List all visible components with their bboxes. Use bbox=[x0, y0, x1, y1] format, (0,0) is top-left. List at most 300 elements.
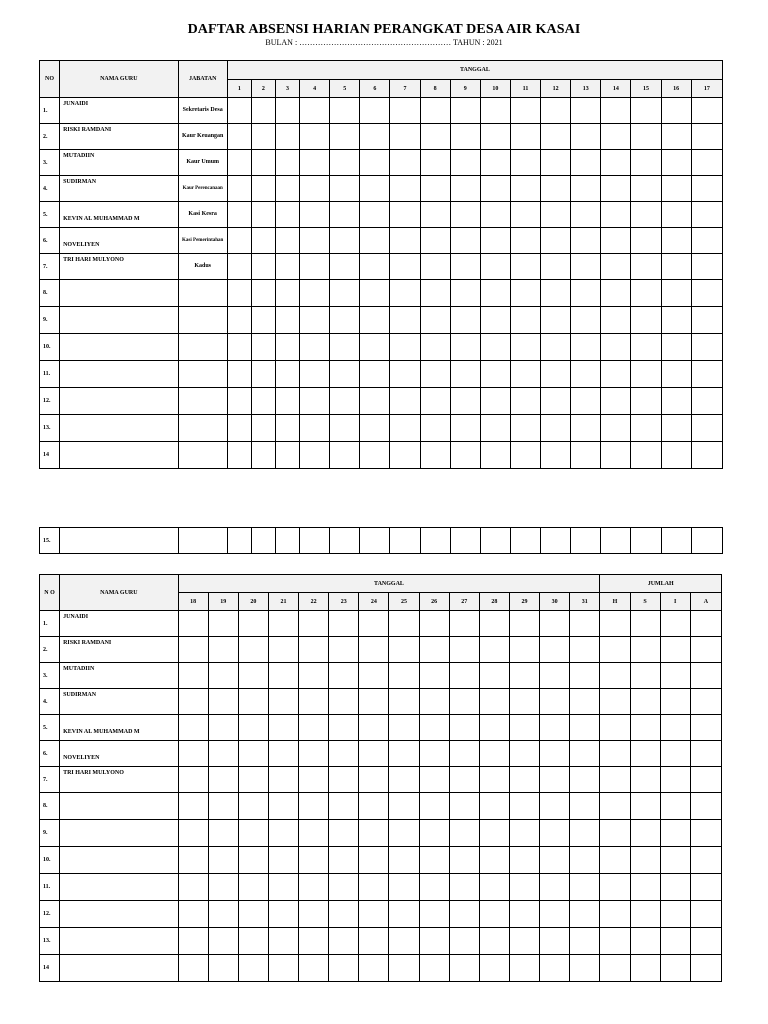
attendance-cell[interactable] bbox=[571, 361, 601, 388]
total-cell[interactable] bbox=[660, 928, 690, 955]
attendance-cell[interactable] bbox=[238, 901, 268, 928]
attendance-cell[interactable] bbox=[360, 98, 390, 124]
attendance-cell[interactable] bbox=[390, 442, 420, 469]
attendance-cell[interactable] bbox=[450, 124, 480, 150]
attendance-cell[interactable] bbox=[227, 442, 251, 469]
attendance-cell[interactable] bbox=[510, 415, 540, 442]
attendance-cell[interactable] bbox=[601, 254, 631, 280]
attendance-cell[interactable] bbox=[631, 254, 661, 280]
attendance-cell[interactable] bbox=[299, 928, 329, 955]
attendance-cell[interactable] bbox=[661, 124, 691, 150]
attendance-cell[interactable] bbox=[570, 663, 600, 689]
attendance-cell[interactable] bbox=[571, 388, 601, 415]
attendance-cell[interactable] bbox=[359, 689, 389, 715]
attendance-cell[interactable] bbox=[480, 307, 510, 334]
attendance-cell[interactable] bbox=[390, 124, 420, 150]
total-cell[interactable] bbox=[660, 767, 690, 793]
attendance-cell[interactable] bbox=[571, 334, 601, 361]
attendance-cell[interactable] bbox=[329, 847, 359, 874]
attendance-cell[interactable] bbox=[208, 847, 238, 874]
attendance-cell[interactable] bbox=[389, 741, 419, 767]
attendance-cell[interactable] bbox=[251, 307, 275, 334]
attendance-cell[interactable] bbox=[390, 228, 420, 254]
attendance-cell[interactable] bbox=[691, 124, 722, 150]
total-cell[interactable] bbox=[690, 611, 721, 637]
attendance-cell[interactable] bbox=[601, 228, 631, 254]
attendance-cell[interactable] bbox=[510, 361, 540, 388]
attendance-cell[interactable] bbox=[631, 202, 661, 228]
attendance-cell[interactable] bbox=[420, 528, 450, 554]
attendance-cell[interactable] bbox=[661, 415, 691, 442]
attendance-cell[interactable] bbox=[509, 741, 539, 767]
total-cell[interactable] bbox=[630, 637, 660, 663]
attendance-cell[interactable] bbox=[420, 202, 450, 228]
attendance-cell[interactable] bbox=[420, 415, 450, 442]
total-cell[interactable] bbox=[630, 663, 660, 689]
attendance-cell[interactable] bbox=[480, 124, 510, 150]
attendance-cell[interactable] bbox=[541, 150, 571, 176]
attendance-cell[interactable] bbox=[480, 98, 510, 124]
attendance-cell[interactable] bbox=[509, 689, 539, 715]
attendance-cell[interactable] bbox=[268, 663, 298, 689]
attendance-cell[interactable] bbox=[330, 150, 360, 176]
attendance-cell[interactable] bbox=[661, 98, 691, 124]
attendance-cell[interactable] bbox=[359, 793, 389, 820]
attendance-cell[interactable] bbox=[449, 689, 479, 715]
attendance-cell[interactable] bbox=[208, 663, 238, 689]
attendance-cell[interactable] bbox=[509, 820, 539, 847]
attendance-cell[interactable] bbox=[238, 847, 268, 874]
total-cell[interactable] bbox=[630, 901, 660, 928]
attendance-cell[interactable] bbox=[541, 228, 571, 254]
attendance-cell[interactable] bbox=[227, 334, 251, 361]
attendance-cell[interactable] bbox=[541, 202, 571, 228]
attendance-cell[interactable] bbox=[480, 254, 510, 280]
attendance-cell[interactable] bbox=[419, 928, 449, 955]
attendance-cell[interactable] bbox=[601, 150, 631, 176]
attendance-cell[interactable] bbox=[227, 176, 251, 202]
total-cell[interactable] bbox=[630, 928, 660, 955]
attendance-cell[interactable] bbox=[510, 528, 540, 554]
attendance-cell[interactable] bbox=[631, 150, 661, 176]
attendance-cell[interactable] bbox=[570, 741, 600, 767]
attendance-cell[interactable] bbox=[570, 820, 600, 847]
attendance-cell[interactable] bbox=[208, 715, 238, 741]
attendance-cell[interactable] bbox=[571, 528, 601, 554]
attendance-cell[interactable] bbox=[359, 820, 389, 847]
attendance-cell[interactable] bbox=[360, 254, 390, 280]
attendance-cell[interactable] bbox=[390, 415, 420, 442]
attendance-cell[interactable] bbox=[631, 280, 661, 307]
attendance-cell[interactable] bbox=[275, 334, 299, 361]
attendance-cell[interactable] bbox=[178, 955, 208, 982]
attendance-cell[interactable] bbox=[480, 388, 510, 415]
attendance-cell[interactable] bbox=[390, 176, 420, 202]
attendance-cell[interactable] bbox=[450, 442, 480, 469]
attendance-cell[interactable] bbox=[359, 611, 389, 637]
attendance-cell[interactable] bbox=[510, 307, 540, 334]
attendance-cell[interactable] bbox=[330, 176, 360, 202]
attendance-cell[interactable] bbox=[300, 388, 330, 415]
attendance-cell[interactable] bbox=[268, 767, 298, 793]
attendance-cell[interactable] bbox=[238, 820, 268, 847]
attendance-cell[interactable] bbox=[329, 955, 359, 982]
attendance-cell[interactable] bbox=[178, 847, 208, 874]
attendance-cell[interactable] bbox=[389, 663, 419, 689]
attendance-cell[interactable] bbox=[299, 741, 329, 767]
attendance-cell[interactable] bbox=[227, 280, 251, 307]
attendance-cell[interactable] bbox=[275, 202, 299, 228]
attendance-cell[interactable] bbox=[601, 415, 631, 442]
attendance-cell[interactable] bbox=[300, 228, 330, 254]
attendance-cell[interactable] bbox=[419, 715, 449, 741]
attendance-cell[interactable] bbox=[540, 663, 570, 689]
attendance-cell[interactable] bbox=[449, 874, 479, 901]
attendance-cell[interactable] bbox=[330, 254, 360, 280]
attendance-cell[interactable] bbox=[227, 388, 251, 415]
total-cell[interactable] bbox=[600, 955, 630, 982]
attendance-cell[interactable] bbox=[178, 874, 208, 901]
attendance-cell[interactable] bbox=[479, 928, 509, 955]
attendance-cell[interactable] bbox=[631, 334, 661, 361]
attendance-cell[interactable] bbox=[631, 442, 661, 469]
attendance-cell[interactable] bbox=[360, 334, 390, 361]
attendance-cell[interactable] bbox=[178, 793, 208, 820]
attendance-cell[interactable] bbox=[330, 361, 360, 388]
attendance-cell[interactable] bbox=[238, 741, 268, 767]
attendance-cell[interactable] bbox=[178, 637, 208, 663]
attendance-cell[interactable] bbox=[178, 689, 208, 715]
attendance-cell[interactable] bbox=[479, 955, 509, 982]
attendance-cell[interactable] bbox=[275, 176, 299, 202]
attendance-cell[interactable] bbox=[359, 874, 389, 901]
attendance-cell[interactable] bbox=[540, 928, 570, 955]
total-cell[interactable] bbox=[600, 611, 630, 637]
attendance-cell[interactable] bbox=[541, 334, 571, 361]
attendance-cell[interactable] bbox=[360, 228, 390, 254]
attendance-cell[interactable] bbox=[541, 388, 571, 415]
attendance-cell[interactable] bbox=[275, 528, 299, 554]
attendance-cell[interactable] bbox=[449, 611, 479, 637]
attendance-cell[interactable] bbox=[510, 280, 540, 307]
total-cell[interactable] bbox=[600, 820, 630, 847]
attendance-cell[interactable] bbox=[238, 874, 268, 901]
attendance-cell[interactable] bbox=[330, 280, 360, 307]
attendance-cell[interactable] bbox=[419, 611, 449, 637]
attendance-cell[interactable] bbox=[238, 689, 268, 715]
attendance-cell[interactable] bbox=[540, 741, 570, 767]
total-cell[interactable] bbox=[690, 741, 721, 767]
attendance-cell[interactable] bbox=[359, 663, 389, 689]
attendance-cell[interactable] bbox=[631, 388, 661, 415]
attendance-cell[interactable] bbox=[299, 663, 329, 689]
attendance-cell[interactable] bbox=[450, 176, 480, 202]
attendance-cell[interactable] bbox=[238, 715, 268, 741]
attendance-cell[interactable] bbox=[275, 415, 299, 442]
attendance-cell[interactable] bbox=[299, 901, 329, 928]
attendance-cell[interactable] bbox=[299, 874, 329, 901]
attendance-cell[interactable] bbox=[570, 715, 600, 741]
total-cell[interactable] bbox=[690, 767, 721, 793]
attendance-cell[interactable] bbox=[227, 528, 251, 554]
attendance-cell[interactable] bbox=[691, 176, 722, 202]
attendance-cell[interactable] bbox=[329, 663, 359, 689]
attendance-cell[interactable] bbox=[479, 901, 509, 928]
attendance-cell[interactable] bbox=[238, 611, 268, 637]
attendance-cell[interactable] bbox=[330, 228, 360, 254]
total-cell[interactable] bbox=[690, 663, 721, 689]
attendance-cell[interactable] bbox=[449, 928, 479, 955]
total-cell[interactable] bbox=[600, 637, 630, 663]
attendance-cell[interactable] bbox=[360, 280, 390, 307]
attendance-cell[interactable] bbox=[330, 124, 360, 150]
attendance-cell[interactable] bbox=[268, 715, 298, 741]
attendance-cell[interactable] bbox=[661, 228, 691, 254]
attendance-cell[interactable] bbox=[509, 955, 539, 982]
attendance-cell[interactable] bbox=[227, 307, 251, 334]
total-cell[interactable] bbox=[660, 611, 690, 637]
attendance-cell[interactable] bbox=[571, 415, 601, 442]
attendance-cell[interactable] bbox=[299, 715, 329, 741]
total-cell[interactable] bbox=[630, 847, 660, 874]
attendance-cell[interactable] bbox=[631, 528, 661, 554]
attendance-cell[interactable] bbox=[360, 176, 390, 202]
attendance-cell[interactable] bbox=[450, 280, 480, 307]
attendance-cell[interactable] bbox=[300, 334, 330, 361]
attendance-cell[interactable] bbox=[661, 442, 691, 469]
attendance-cell[interactable] bbox=[251, 150, 275, 176]
attendance-cell[interactable] bbox=[268, 637, 298, 663]
attendance-cell[interactable] bbox=[389, 847, 419, 874]
attendance-cell[interactable] bbox=[691, 415, 722, 442]
attendance-cell[interactable] bbox=[601, 361, 631, 388]
attendance-cell[interactable] bbox=[390, 334, 420, 361]
attendance-cell[interactable] bbox=[691, 307, 722, 334]
attendance-cell[interactable] bbox=[419, 637, 449, 663]
attendance-cell[interactable] bbox=[360, 528, 390, 554]
attendance-cell[interactable] bbox=[479, 767, 509, 793]
total-cell[interactable] bbox=[660, 715, 690, 741]
attendance-cell[interactable] bbox=[419, 793, 449, 820]
attendance-cell[interactable] bbox=[275, 124, 299, 150]
attendance-cell[interactable] bbox=[330, 415, 360, 442]
attendance-cell[interactable] bbox=[691, 280, 722, 307]
attendance-cell[interactable] bbox=[330, 98, 360, 124]
attendance-cell[interactable] bbox=[300, 254, 330, 280]
total-cell[interactable] bbox=[690, 820, 721, 847]
attendance-cell[interactable] bbox=[419, 663, 449, 689]
attendance-cell[interactable] bbox=[541, 415, 571, 442]
attendance-cell[interactable] bbox=[389, 689, 419, 715]
attendance-cell[interactable] bbox=[268, 689, 298, 715]
attendance-cell[interactable] bbox=[601, 176, 631, 202]
total-cell[interactable] bbox=[690, 847, 721, 874]
attendance-cell[interactable] bbox=[449, 715, 479, 741]
attendance-cell[interactable] bbox=[208, 611, 238, 637]
attendance-cell[interactable] bbox=[359, 767, 389, 793]
attendance-cell[interactable] bbox=[330, 334, 360, 361]
attendance-cell[interactable] bbox=[390, 280, 420, 307]
attendance-cell[interactable] bbox=[601, 307, 631, 334]
attendance-cell[interactable] bbox=[227, 202, 251, 228]
attendance-cell[interactable] bbox=[251, 98, 275, 124]
attendance-cell[interactable] bbox=[268, 847, 298, 874]
attendance-cell[interactable] bbox=[227, 361, 251, 388]
total-cell[interactable] bbox=[690, 793, 721, 820]
attendance-cell[interactable] bbox=[268, 928, 298, 955]
attendance-cell[interactable] bbox=[540, 847, 570, 874]
total-cell[interactable] bbox=[660, 741, 690, 767]
attendance-cell[interactable] bbox=[480, 280, 510, 307]
attendance-cell[interactable] bbox=[329, 741, 359, 767]
attendance-cell[interactable] bbox=[691, 98, 722, 124]
attendance-cell[interactable] bbox=[329, 901, 359, 928]
attendance-cell[interactable] bbox=[541, 254, 571, 280]
attendance-cell[interactable] bbox=[541, 528, 571, 554]
attendance-cell[interactable] bbox=[178, 663, 208, 689]
attendance-cell[interactable] bbox=[601, 98, 631, 124]
attendance-cell[interactable] bbox=[479, 663, 509, 689]
attendance-cell[interactable] bbox=[691, 334, 722, 361]
total-cell[interactable] bbox=[660, 793, 690, 820]
attendance-cell[interactable] bbox=[570, 689, 600, 715]
attendance-cell[interactable] bbox=[540, 820, 570, 847]
total-cell[interactable] bbox=[660, 874, 690, 901]
attendance-cell[interactable] bbox=[509, 715, 539, 741]
attendance-cell[interactable] bbox=[571, 176, 601, 202]
attendance-cell[interactable] bbox=[238, 767, 268, 793]
attendance-cell[interactable] bbox=[510, 254, 540, 280]
attendance-cell[interactable] bbox=[300, 442, 330, 469]
attendance-cell[interactable] bbox=[300, 280, 330, 307]
attendance-cell[interactable] bbox=[450, 388, 480, 415]
total-cell[interactable] bbox=[600, 689, 630, 715]
attendance-cell[interactable] bbox=[299, 820, 329, 847]
attendance-cell[interactable] bbox=[541, 280, 571, 307]
attendance-cell[interactable] bbox=[329, 820, 359, 847]
attendance-cell[interactable] bbox=[661, 388, 691, 415]
attendance-cell[interactable] bbox=[389, 928, 419, 955]
attendance-cell[interactable] bbox=[691, 228, 722, 254]
attendance-cell[interactable] bbox=[570, 611, 600, 637]
attendance-cell[interactable] bbox=[251, 442, 275, 469]
attendance-cell[interactable] bbox=[571, 442, 601, 469]
attendance-cell[interactable] bbox=[208, 901, 238, 928]
attendance-cell[interactable] bbox=[238, 928, 268, 955]
attendance-cell[interactable] bbox=[329, 793, 359, 820]
total-cell[interactable] bbox=[630, 611, 660, 637]
attendance-cell[interactable] bbox=[208, 741, 238, 767]
total-cell[interactable] bbox=[690, 715, 721, 741]
attendance-cell[interactable] bbox=[541, 124, 571, 150]
attendance-cell[interactable] bbox=[268, 741, 298, 767]
attendance-cell[interactable] bbox=[480, 228, 510, 254]
total-cell[interactable] bbox=[630, 874, 660, 901]
attendance-cell[interactable] bbox=[449, 793, 479, 820]
attendance-cell[interactable] bbox=[208, 874, 238, 901]
attendance-cell[interactable] bbox=[178, 611, 208, 637]
attendance-cell[interactable] bbox=[509, 611, 539, 637]
attendance-cell[interactable] bbox=[571, 98, 601, 124]
attendance-cell[interactable] bbox=[330, 202, 360, 228]
attendance-cell[interactable] bbox=[390, 388, 420, 415]
attendance-cell[interactable] bbox=[540, 767, 570, 793]
attendance-cell[interactable] bbox=[360, 442, 390, 469]
attendance-cell[interactable] bbox=[661, 176, 691, 202]
attendance-cell[interactable] bbox=[509, 847, 539, 874]
attendance-cell[interactable] bbox=[450, 528, 480, 554]
attendance-cell[interactable] bbox=[420, 442, 450, 469]
attendance-cell[interactable] bbox=[300, 528, 330, 554]
attendance-cell[interactable] bbox=[510, 124, 540, 150]
attendance-cell[interactable] bbox=[479, 689, 509, 715]
attendance-cell[interactable] bbox=[390, 98, 420, 124]
attendance-cell[interactable] bbox=[540, 901, 570, 928]
attendance-cell[interactable] bbox=[601, 528, 631, 554]
total-cell[interactable] bbox=[600, 874, 630, 901]
attendance-cell[interactable] bbox=[450, 307, 480, 334]
attendance-cell[interactable] bbox=[330, 442, 360, 469]
attendance-cell[interactable] bbox=[601, 388, 631, 415]
attendance-cell[interactable] bbox=[541, 98, 571, 124]
attendance-cell[interactable] bbox=[390, 150, 420, 176]
attendance-cell[interactable] bbox=[450, 228, 480, 254]
attendance-cell[interactable] bbox=[389, 767, 419, 793]
attendance-cell[interactable] bbox=[389, 637, 419, 663]
attendance-cell[interactable] bbox=[275, 280, 299, 307]
attendance-cell[interactable] bbox=[360, 124, 390, 150]
attendance-cell[interactable] bbox=[300, 176, 330, 202]
attendance-cell[interactable] bbox=[661, 254, 691, 280]
attendance-cell[interactable] bbox=[480, 334, 510, 361]
attendance-cell[interactable] bbox=[178, 767, 208, 793]
total-cell[interactable] bbox=[630, 767, 660, 793]
attendance-cell[interactable] bbox=[300, 98, 330, 124]
attendance-cell[interactable] bbox=[329, 928, 359, 955]
attendance-cell[interactable] bbox=[275, 388, 299, 415]
total-cell[interactable] bbox=[660, 637, 690, 663]
attendance-cell[interactable] bbox=[570, 901, 600, 928]
attendance-cell[interactable] bbox=[251, 361, 275, 388]
total-cell[interactable] bbox=[600, 663, 630, 689]
attendance-cell[interactable] bbox=[571, 150, 601, 176]
attendance-cell[interactable] bbox=[300, 415, 330, 442]
attendance-cell[interactable] bbox=[420, 254, 450, 280]
attendance-cell[interactable] bbox=[275, 98, 299, 124]
attendance-cell[interactable] bbox=[661, 202, 691, 228]
attendance-cell[interactable] bbox=[510, 176, 540, 202]
attendance-cell[interactable] bbox=[251, 415, 275, 442]
attendance-cell[interactable] bbox=[450, 254, 480, 280]
total-cell[interactable] bbox=[690, 874, 721, 901]
attendance-cell[interactable] bbox=[208, 955, 238, 982]
total-cell[interactable] bbox=[630, 955, 660, 982]
attendance-cell[interactable] bbox=[359, 847, 389, 874]
attendance-cell[interactable] bbox=[299, 955, 329, 982]
attendance-cell[interactable] bbox=[268, 901, 298, 928]
attendance-cell[interactable] bbox=[570, 874, 600, 901]
attendance-cell[interactable] bbox=[479, 611, 509, 637]
attendance-cell[interactable] bbox=[509, 663, 539, 689]
attendance-cell[interactable] bbox=[359, 928, 389, 955]
attendance-cell[interactable] bbox=[268, 793, 298, 820]
attendance-cell[interactable] bbox=[510, 334, 540, 361]
total-cell[interactable] bbox=[660, 955, 690, 982]
total-cell[interactable] bbox=[630, 689, 660, 715]
attendance-cell[interactable] bbox=[330, 528, 360, 554]
attendance-cell[interactable] bbox=[570, 928, 600, 955]
attendance-cell[interactable] bbox=[571, 254, 601, 280]
